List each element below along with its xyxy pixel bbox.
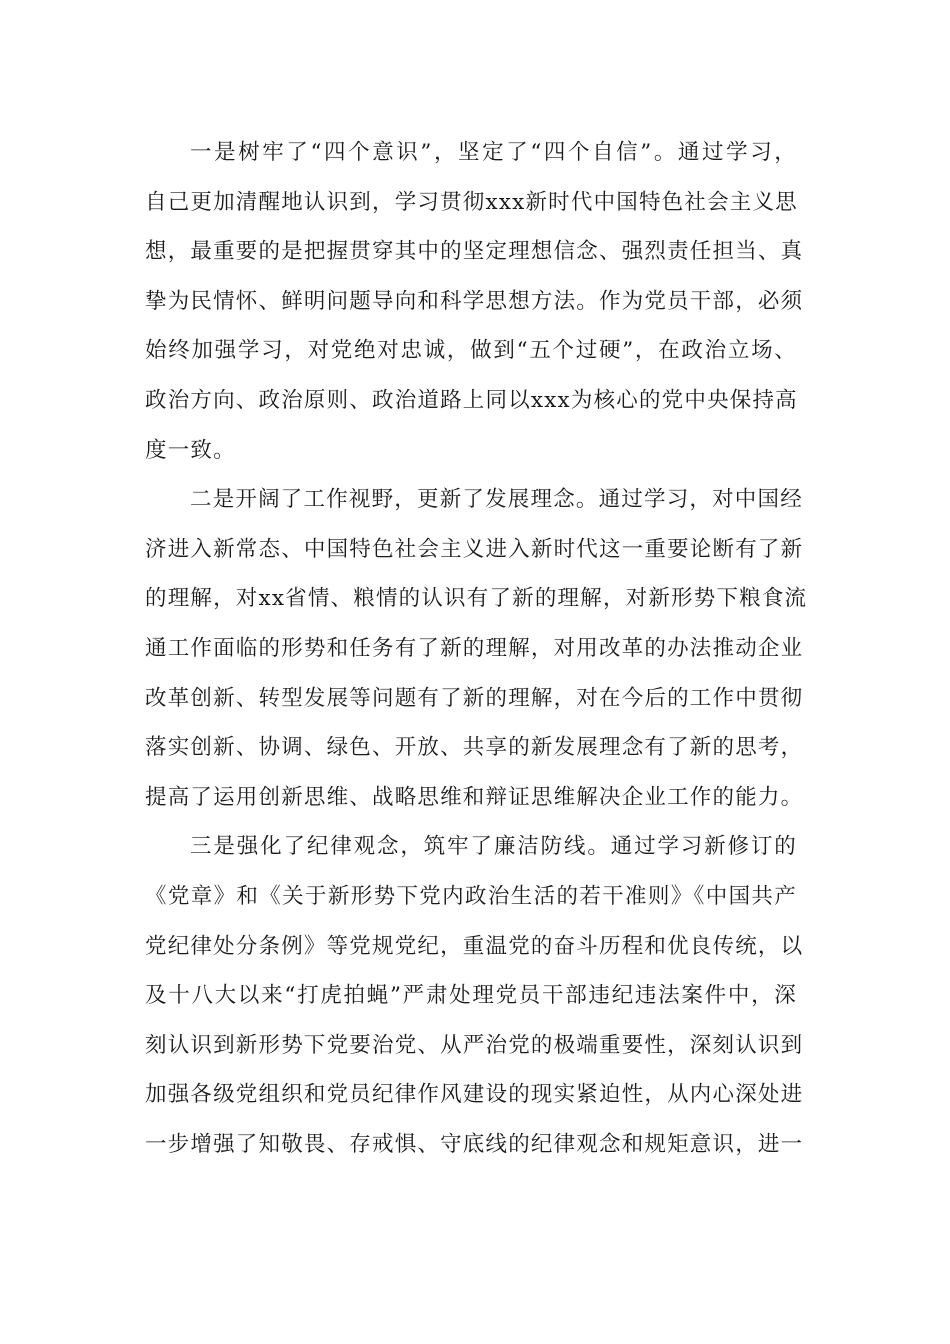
- paragraph-2: [145, 475, 808, 822]
- text-line: 度一致。: [145, 437, 236, 463]
- paragraph-3: [145, 822, 804, 1169]
- text-line: 自己更加清醒地认识到，学习贯彻xxx新时代中国特色社会主义思: [145, 189, 798, 215]
- text-line: 《党章》和《关于新形势下党内政治生活的若干准则》《中国共产: [145, 883, 797, 909]
- paragraph-1: [145, 128, 804, 475]
- text-line: 始终加强学习，对党绝对忠诚，做到“五个过硬”，在政治立场、: [145, 338, 797, 364]
- text-line: 挚为民情怀、鲜明问题导向和科学思想方法。作为党员干部，必须: [145, 288, 804, 314]
- text-line: 济进入新常态、中国特色社会主义进入新时代这一重要论断有了新: [145, 536, 804, 562]
- text-line: 想，最重要的是把握贯穿其中的坚定理想信念、强烈责任担当、真: [145, 239, 804, 265]
- text-line: 提高了运用创新思维、战略思维和辩证思维解决企业工作的能力。: [145, 784, 804, 810]
- text-line: 改革创新、转型发展等问题有了新的理解，对在今后的工作中贯彻: [145, 685, 804, 711]
- text-line: 政治方向、政治原则、政治道路上同以xxx为核心的党中央保持高: [145, 387, 798, 413]
- text-line: 一步增强了知敬畏、存戒惧、守底线的纪律观念和规矩意识，进一: [145, 1131, 804, 1157]
- document-body: [145, 128, 808, 1169]
- text-line: 通工作面临的形势和任务有了新的理解，对用改革的办法推动企业: [145, 635, 804, 661]
- text-line: 党纪律处分条例》等党规党纪，重温党的奋斗历程和优良传统，以: [145, 933, 804, 959]
- text-line: 三是强化了纪律观念，筑牢了廉洁防线。通过学习新修订的: [190, 834, 797, 860]
- text-line: 的理解，对xx省情、粮情的认识有了新的理解，对新形势下粮食流: [145, 586, 808, 612]
- text-line: 及十八大以来“打虎拍蝇”严肃处理党员干部违纪违法案件中，深: [145, 983, 797, 1009]
- text-line: 刻认识到新形势下党要治党、从严治党的极端重要性，深刻认识到: [145, 1032, 804, 1058]
- text-line: 一是树牢了“四个意识”，坚定了“四个自信”。通过学习，: [190, 140, 797, 165]
- text-line: 加强各级党组织和党员纪律作风建设的现实紧迫性，从内心深处进: [145, 1082, 804, 1108]
- text-line: 落实创新、协调、绿色、开放、共享的新发展理念有了新的思考，: [145, 735, 804, 761]
- text-line: 二是开阔了工作视野，更新了发展理念。通过学习，对中国经: [190, 487, 803, 513]
